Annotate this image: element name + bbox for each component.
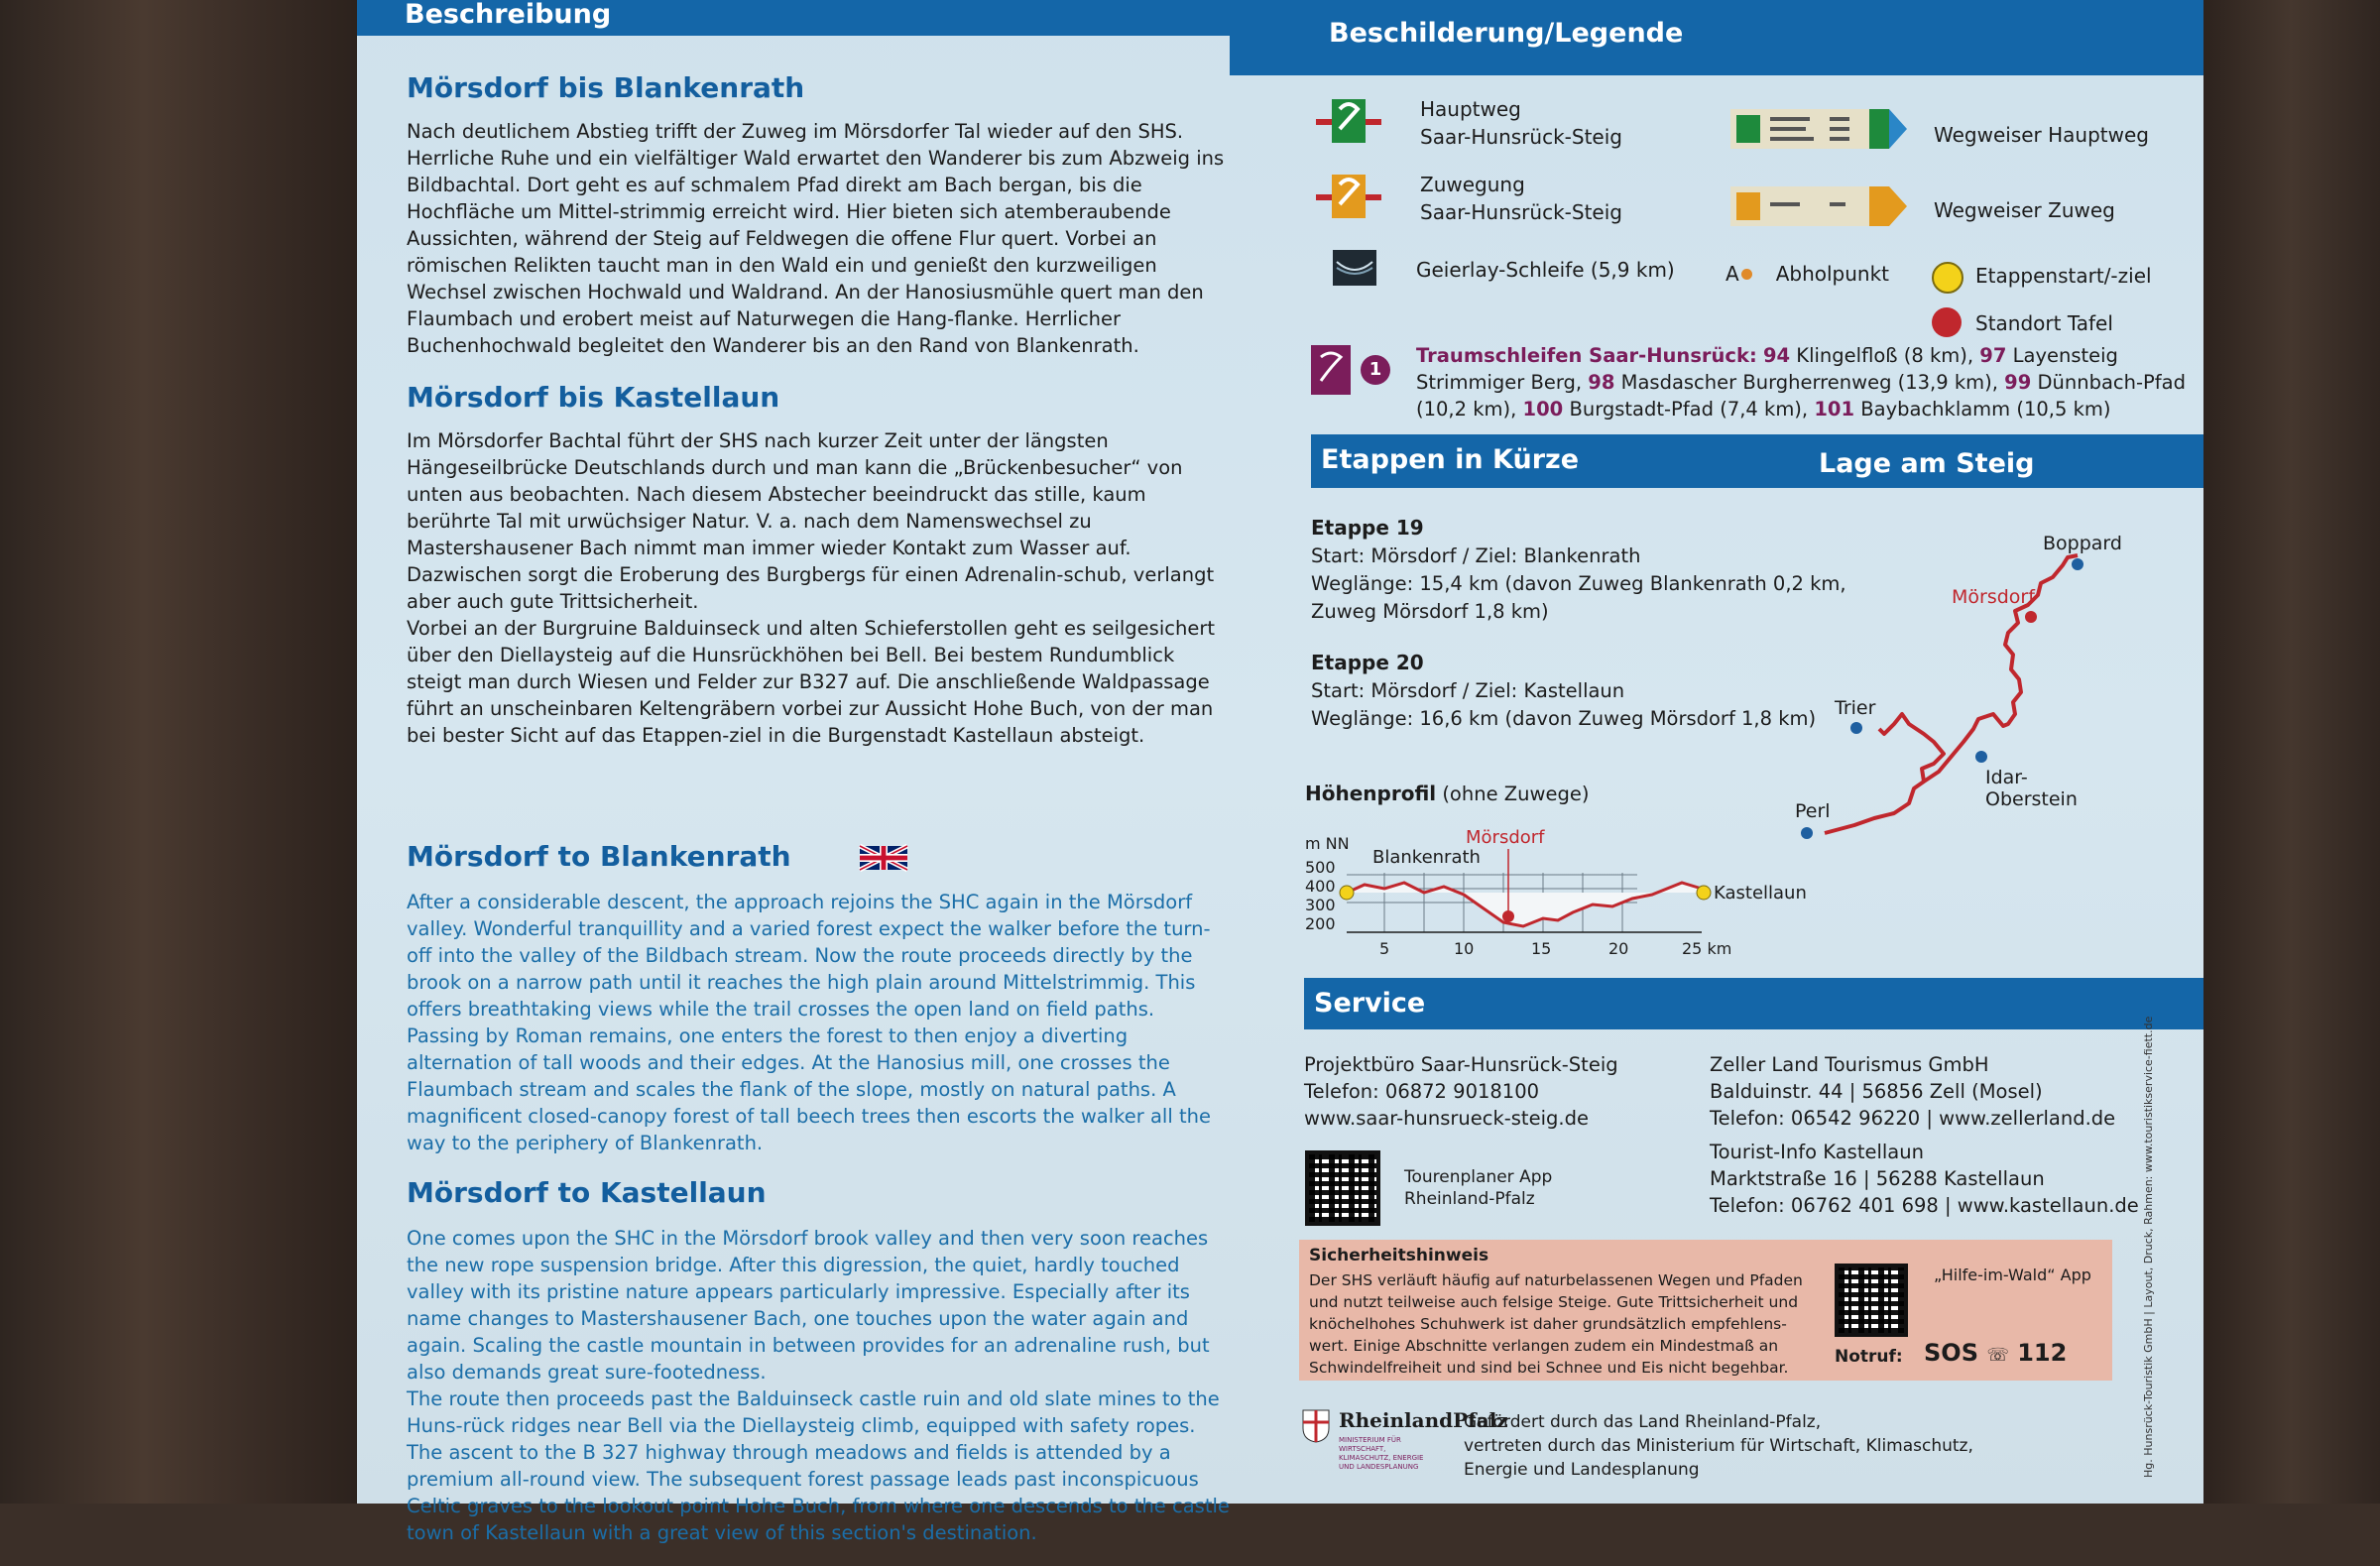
service-c3: Telefon: 06762 401 698 | www.kastellaun.de	[1710, 1194, 2139, 1217]
traum-99-label-2: (10,2 km),	[1416, 398, 1517, 421]
legend-abholpunkt	[1726, 260, 1889, 288]
profile-title	[1305, 780, 1589, 808]
etappen-bar-left: Etappen in Kürze	[1321, 444, 1580, 475]
tourenplaner-app-line2: Rheinland-Pfalz	[1404, 1189, 1535, 1209]
sos-number	[1924, 1339, 2067, 1367]
etappe-19-line3: Zuweg Mörsdorf 1,8 km)	[1311, 600, 1549, 623]
traum-100-label: Burgstadt-Pfad (7,4 km),	[1569, 398, 1809, 421]
etappe-19-line2: Weglänge: 15,4 km (davon Zuweg Blankenrath 0,2 km,	[1311, 572, 1846, 595]
traum-98-number: 98	[1588, 371, 1615, 394]
service-contact-2	[1710, 1051, 2115, 1132]
wooden-frame-right	[2202, 0, 2380, 1504]
emergency-number: 112	[2017, 1339, 2068, 1367]
traum-97-label: Layensteig	[2012, 344, 2118, 367]
safety-notice	[1299, 1240, 2112, 1381]
wooden-frame-left	[0, 0, 357, 1504]
funding-note	[1464, 1410, 1973, 1482]
sos-label: SOS	[1924, 1339, 1978, 1367]
map-label-boppard: Boppard	[2043, 533, 2122, 554]
hilfe-im-wald-qr-code[interactable]	[1835, 1264, 1908, 1337]
service-bar	[1304, 978, 2203, 1029]
service-b3: Telefon: 06542 96220 | www.zellerland.de	[1710, 1107, 2116, 1130]
legend-zuweg-line1: Zuwegung	[1420, 173, 1525, 196]
traumschleifen-title: Traumschleifen Saar-Hunsrück:	[1416, 344, 1757, 367]
etappen-bar	[1311, 434, 2203, 488]
map-label-oberstein: Oberstein	[1985, 788, 2078, 810]
traumschleifen-badge: 1	[1361, 355, 1390, 385]
profile-y-200: 200	[1305, 914, 1336, 933]
traum-94-number: 94	[1762, 344, 1791, 367]
service-c1: Tourist-Info Kastellaun	[1710, 1141, 1924, 1163]
rlp-coat-of-arms-icon	[1301, 1408, 1331, 1444]
map-label-moersdorf: Mörsdorf	[1952, 586, 2035, 608]
trier-dot	[1850, 722, 1862, 734]
traum-94-label: Klingelfloß (8 km),	[1796, 344, 1974, 367]
etappen-bar-right: Lage am Steig	[1819, 448, 2035, 479]
map-label-idar: Idar-	[1985, 767, 2028, 788]
profile-area	[1347, 883, 1704, 926]
legend-hauptweg-line1: Hauptweg	[1420, 97, 1521, 121]
legend-zuweg	[1420, 171, 1622, 226]
service-a1: Projektbüro Saar-Hunsrück-Steig	[1304, 1053, 1618, 1076]
etappe-20	[1311, 649, 1816, 733]
profile-title-bold: Höhenprofil	[1305, 782, 1437, 805]
etappe-20-line2: Weglänge: 16,6 km (davon Zuweg Mörsdorf 1,8 km)	[1311, 707, 1817, 730]
legend-hauptweg	[1420, 95, 1622, 151]
publisher-note: Hg. Hunsrück-Touristik GmbH | Layout, Druck, Rahmen: www.touristikservice-fiett.de	[2142, 1016, 2155, 1478]
profile-label-moersdorf: Mörsdorf	[1466, 827, 1545, 848]
phone-icon: ☏	[1986, 1345, 2009, 1366]
service-contact-1	[1304, 1051, 1618, 1132]
idar-dot	[1975, 751, 1987, 763]
profile-label-kastellaun: Kastellaun	[1714, 883, 1807, 903]
german-paragraph-1: Nach deutlichem Abstieg trifft der Zuweg im Mörsdorfer Tal wieder auf den SHS. Herrliche Ruhe und ein vielfältiger Wald erwartet den Wanderer bis zum Abzweig ins Bildbachtal. Dort geht es auf schmalem Pfad direkt am Bach bergan, bis die Hochfläche um Mittel-strimmig erreicht wird. Hier bieten sich atemberaubende Aussichten, während der Steig auf Feldwegen die offene Flur quert. Vorbei an römischen Relikten taucht man in den Wald ein und genießt den kurzweiligen Wechsel zwischen Hochwald und Waldrand. An der Hanosiusmühle quert man den Flaumbach und erobert meist auf Naturwegen die Hang-flanke. Herrlicher Buchenhochwald begleitet den Wanderer bis an den Rand von Blankenrath.	[407, 120, 1225, 357]
funding-line1: Gefördert durch das Land Rheinland-Pfalz,	[1464, 1412, 1822, 1432]
legend-zuweg-line2: Saar-Hunsrück-Steig	[1420, 200, 1622, 224]
profile-x-5: 5	[1379, 939, 1390, 958]
traumschleifen-list	[1416, 342, 2200, 422]
moersdorf-dot	[2025, 611, 2037, 623]
service-a2: Telefon: 06872 9018100	[1304, 1080, 1540, 1103]
profile-title-rest: (ohne Zuwege)	[1436, 783, 1590, 805]
rlp-ministry-label: MINISTERIUM FÜR WIRTSCHAFT, KLIMASCHUTZ, ENERGIE UND LANDESPLANUNG	[1339, 1436, 1424, 1471]
service-bar-title: Service	[1314, 988, 1426, 1019]
profile-x-25: 25 km	[1682, 939, 1732, 958]
traum-98-label: Masdascher Burgherrenweg (13,9 km),	[1620, 371, 1998, 394]
boppard-dot	[2072, 558, 2083, 570]
etappe-19-title: Etappe 19	[1311, 516, 1424, 540]
zuweg-icon	[1314, 171, 1383, 224]
etappe-19-line1: Start: Mörsdorf / Ziel: Blankenrath	[1311, 544, 1641, 567]
route-overview-map	[1785, 516, 2202, 853]
profile-x-15: 15	[1531, 939, 1552, 958]
profile-x-10: 10	[1454, 939, 1475, 958]
traum-97-number: 97	[1979, 344, 2007, 367]
safety-notice-body: Der SHS verläuft häufig auf naturbelassenen Wegen und Pfaden und nutzt teilweise auch felsige Steige. Gute Trittsicherheit und knöchelhohes Schuhwerk ist daher grundsätzlich empfehlens-wert. Einige Abschnitte verlangen zudem ein Mindestmaß an Schwindelfreiheit und sind bei Schnee und Eis nicht begehbar.	[1309, 1271, 1803, 1377]
hilfe-im-wald-app-label: „Hilfe-im-Wald“ App	[1934, 1265, 2091, 1284]
legend-geierlay: Geierlay-Schleife (5,9 km)	[1416, 258, 1675, 282]
map-label-trier: Trier	[1835, 697, 1876, 719]
service-b1: Zeller Land Tourismus GmbH	[1710, 1053, 1989, 1076]
tourenplaner-qr-code[interactable]	[1305, 1150, 1380, 1226]
notruf-label: Notruf:	[1835, 1347, 1903, 1367]
funding-line2: vertreten durch das Ministerium für Wirtschaft, Klimaschutz,	[1464, 1436, 1973, 1456]
geierlay-bridge-icon	[1333, 250, 1376, 286]
english-heading-1	[407, 840, 1230, 873]
english-paragraph-1: After a considerable descent, the approach rejoins the SHC again in the Mörsdorf valley. Wonderful tranquillity and a varied forest expect the walker before the turn-off into the valley of the Bildbach stream. Now the route proceeds directly by the brook on a narrow path until it reaches the high plain around Mittelstrimmig. This offers breathtaking views while the trail crosses the open land on field paths. Passing by Roman remains, one enters the forest to then enjoy a diverting alternation of tall woods and their edges. At the Hanosius mill, one crosses the Flaumbach stream and scales the flank of the slope, mostly on natural paths. A magnificent closed-canopy forest of tall beech trees then escorts the walker all the way to the periphery of Blankenrath.	[407, 891, 1211, 1154]
english-paragraph-2: One comes upon the SHC in the Mörsdorf brook valley and then very soon reaches the new rope suspension bridge. After this digression, the quiet, hardly touched valley with its pristine nature appears particularly impressive. Especially after its name changes to Mastershausener Bach, one touches upon the water again and again. Scaling the castle mountain in between provides for an adrenaline rush, but also demands great sure-footedness.	[407, 1227, 1210, 1384]
service-b2: Balduinstr. 44 | 56856 Zell (Mosel)	[1710, 1080, 2043, 1103]
wegweiser-zu-sign-icon	[1730, 184, 1909, 228]
profile-y-300: 300	[1305, 896, 1336, 914]
abholpunkt-letter: A	[1726, 262, 1739, 286]
uk-flag-icon	[860, 844, 907, 872]
tourenplaner-app	[1404, 1166, 1552, 1210]
traum-101-label: Baybachklamm (10,5 km)	[1860, 398, 2111, 421]
service-c2: Marktstraße 16 | 56288 Kastellaun	[1710, 1167, 2045, 1190]
map-label-perl: Perl	[1795, 800, 1831, 822]
info-board	[357, 0, 2203, 1544]
german-heading-2: Mörsdorf bis Kastellaun	[407, 381, 780, 414]
wegweiser-haupt-sign-icon	[1730, 107, 1909, 151]
legend-standort: Standort Tafel	[1975, 311, 2113, 335]
legend-wegweiser-zu: Wegweiser Zuweg	[1934, 198, 2115, 222]
standort-dot-icon	[1932, 307, 1962, 337]
etappe-19	[1311, 514, 1846, 626]
abholpunkt-dot-icon	[1741, 269, 1752, 280]
rlp-logo: RheinlandPfalz	[1339, 1408, 1508, 1432]
hauptweg-icon	[1314, 95, 1383, 149]
header-right-title: Beschilderung/Legende	[1329, 18, 1684, 49]
abholpunkt-label: Abholpunkt	[1775, 262, 1890, 286]
header-left-bar	[357, 0, 1250, 36]
english-paragraph-3: The route then proceeds past the Balduinseck castle ruin and old slate mines to the Huns-rück ridges near Bell via the Diellaysteig climb, equipped with safety ropes. The ascent to the B 327 highway through meadows and fields is attended by a premium all-round view. The subsequent forest passage leads past inconspicuous Celtic graves to the lookout point Hohe Buch, from where one descends to the castle town of Kastellaun with a great view of this section's destination.	[407, 1387, 1230, 1544]
profile-y-500: 500	[1305, 858, 1336, 877]
traumschleifen-icon	[1311, 345, 1351, 395]
service-a3: www.saar-hunsrueck-steig.de	[1304, 1107, 1589, 1130]
profile-label-blankenrath: Blankenrath	[1372, 847, 1481, 868]
profile-moersdorf-dot	[1502, 910, 1514, 922]
funding-line3: Energie und Landesplanung	[1464, 1460, 1700, 1480]
profile-unit: m NN	[1305, 834, 1350, 853]
english-heading-2: Mörsdorf to Kastellaun	[407, 1176, 767, 1209]
legend-wegweiser-haupt: Wegweiser Hauptweg	[1934, 123, 2149, 147]
tourenplaner-app-line1: Tourenplaner App	[1404, 1167, 1553, 1187]
english-heading-1-text: Mörsdorf to Blankenrath	[407, 840, 791, 873]
elevation-profile	[1305, 823, 1860, 962]
safety-notice-title: Sicherheitshinweis	[1309, 1246, 1489, 1265]
header-right-bar	[1230, 0, 2203, 75]
legend-etappenstart: Etappenstart/-ziel	[1975, 264, 2152, 288]
traum-99-label: Dünnbach-Pfad	[2037, 371, 2187, 394]
etappe-20-title: Etappe 20	[1311, 651, 1424, 674]
service-contact-3	[1710, 1139, 2139, 1219]
profile-start-dot	[1340, 886, 1354, 900]
traum-99-number: 99	[2004, 371, 2032, 394]
legend-hauptweg-line2: Saar-Hunsrück-Steig	[1420, 125, 1622, 149]
etappe-20-line1: Start: Mörsdorf / Ziel: Kastellaun	[1311, 679, 1625, 702]
description-column	[407, 71, 1230, 1566]
traum-97-label-2: Strimmiger Berg,	[1416, 371, 1583, 394]
profile-end-dot	[1697, 886, 1711, 900]
german-paragraph-3: Vorbei an der Burgruine Balduinseck und alten Schieferstollen geht es seilgesichert über den Diellaysteig auf die Hunsrückhöhen bei Bell. Bei bestem Rundumblick steigt man durch Wiesen und Felder zur B327 auf. Die anschließende Waldpassage führt an unscheinbaren Keltengräbern vorbei zur Aussicht Hohe Buch, von der man bei bester Sicht auf das Etappen-ziel in die Burgenstadt Kastellaun absteigt.	[407, 617, 1215, 747]
profile-x-20: 20	[1608, 939, 1629, 958]
etappenstart-dot-icon	[1932, 262, 1964, 294]
german-heading-1: Mörsdorf bis Blankenrath	[407, 71, 805, 104]
profile-y-400: 400	[1305, 877, 1336, 896]
header-left-title: Beschreibung	[405, 0, 612, 30]
traum-100-number: 100	[1522, 398, 1564, 421]
german-paragraph-2: Im Mörsdorfer Bachtal führt der SHS nach kurzer Zeit unter der längsten Hängeseilbrücke Deutschlands durch und man kann die „Brückenbesucher“ von unten aus beobachten. Nach diesem Abstecher beeindruckt das stille, kaum berührte Tal mit urwüchsiger Natur. V. a. nach dem Namenswechsel zu Mastershausener Bach nimmt man immer wieder Kontakt zum Wasser auf. Dazwischen sorgt die Eroberung des Burgbergs für einen Adrenalin-schub, verlangt aber auch gute Trittsicherheit.	[407, 429, 1215, 613]
traum-101-number: 101	[1814, 398, 1855, 421]
